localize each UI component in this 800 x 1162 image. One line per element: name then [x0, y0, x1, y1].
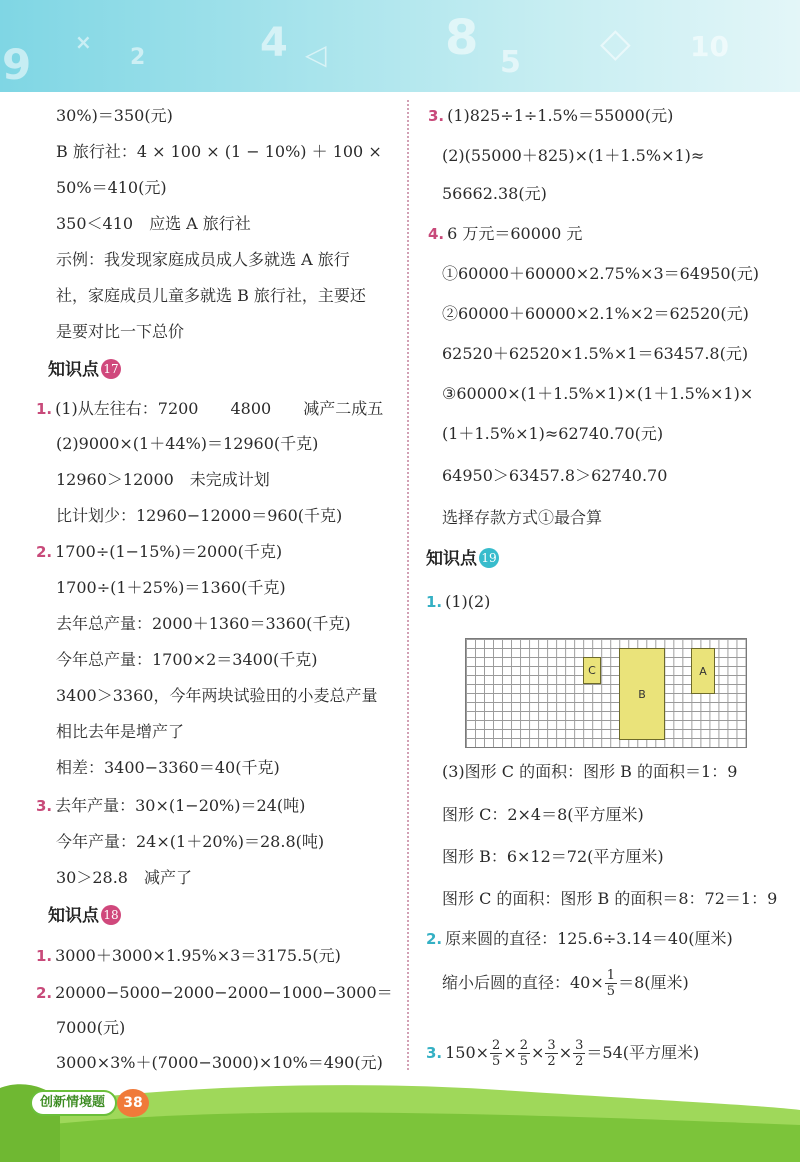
decor-digit: 2 [130, 45, 146, 70]
answer-text: (1)从左往右：7200 4800 减产二成五 [55, 399, 384, 418]
knowledge-point-heading [48, 359, 121, 381]
fraction-numerator: 3 [547, 1038, 556, 1053]
question-line [36, 945, 341, 967]
answer-line: ②60000＋60000×2.1%×2＝62520(元) [442, 304, 749, 323]
fraction-denominator: 5 [492, 1054, 501, 1069]
answer-text: ＝54(平方厘米) [586, 1043, 700, 1062]
question-line [36, 982, 393, 1004]
answer-line: 350＜410 应选 A 旅行社 [56, 214, 251, 233]
header-banner [0, 0, 800, 92]
answer-line: 图形 C：2×4＝8(平方厘米) [442, 805, 644, 824]
answer-text: 原来圆的直径：125.6÷3.14＝40(厘米) [445, 929, 733, 948]
kp-label: 知识点 [426, 549, 477, 569]
question-number: 3. [36, 797, 53, 815]
question-number: 1. [36, 947, 53, 965]
answer-line: 社，家庭成员儿童多就选 B 旅行社，主要还 [56, 286, 366, 305]
answer-line: 是要对比一下总价 [56, 322, 185, 341]
grid-diagram [465, 638, 747, 748]
fraction-denominator: 5 [519, 1054, 529, 1069]
answer-line: (1＋1.5%×1)≈62740.70(元) [442, 424, 664, 443]
fraction [605, 968, 617, 999]
fraction-numerator: 2 [492, 1038, 501, 1053]
kp-badge: 17 [101, 359, 121, 379]
question-line [36, 398, 383, 420]
answer-text: 1700÷(1−15%)＝2000(千克) [55, 542, 283, 561]
answer-text: (1)825÷1÷1.5%＝55000(元) [447, 106, 674, 125]
decor-digit: 4 [260, 20, 288, 66]
answer-text: 去年产量：30×(1−20%)＝24(吨) [55, 796, 306, 815]
answer-text: 6 万元＝60000 元 [447, 224, 583, 243]
answer-line: 12960＞12000 未完成计划 [56, 470, 270, 489]
question-line [428, 223, 582, 245]
answer-line: 相差：3400−3360＝40(千克) [56, 758, 280, 777]
answer-text: 3000＋3000×1.95%×3＝3175.5(元) [55, 946, 341, 965]
fraction-numerator: 2 [519, 1038, 529, 1053]
question-number: 2. [426, 930, 443, 948]
footer-hill-decoration [0, 1080, 800, 1162]
answer-text: 150× [445, 1043, 490, 1062]
question-line [36, 795, 305, 817]
answer-line: 56662.38(元) [442, 184, 547, 203]
answer-line: ③60000×(1＋1.5%×1)×(1＋1.5%×1)× [442, 384, 754, 403]
answer-line: 图形 B：6×12＝72(平方厘米) [442, 847, 664, 866]
decor-symbol: × [75, 30, 92, 54]
question-number: 3. [428, 107, 445, 125]
fraction-numerator: 3 [575, 1038, 584, 1053]
column-divider [407, 100, 409, 1070]
fraction [573, 1038, 585, 1069]
answer-text: ＝8(厘米) [618, 973, 689, 992]
decor-digit: 10 [690, 30, 729, 63]
answer-line: B 旅行社：4 × 100 × (1 − 10%) ＋ 100 × [56, 142, 382, 161]
answer-line: 今年总产量：1700×2＝3400(千克) [56, 650, 318, 669]
kp-badge: 19 [479, 548, 499, 568]
decor-digit: 8 [445, 10, 479, 66]
question-number: 1. [426, 593, 443, 611]
question-number: 1. [36, 400, 53, 418]
question-number: 2. [36, 543, 53, 561]
footer-label: 创新情境题 [30, 1090, 117, 1116]
shape-c: C [583, 657, 601, 684]
question-number: 2. [36, 984, 53, 1002]
kp-label: 知识点 [48, 360, 99, 380]
fraction-denominator: 2 [575, 1054, 584, 1069]
answer-line: (2)(55000＋825)×(1＋1.5%×1)≈ [442, 146, 705, 165]
fraction [490, 1038, 502, 1069]
answer-line: 30＞28.8 减产了 [56, 868, 192, 887]
decor-symbol: ◇ [600, 20, 631, 66]
answer-line: 30%)＝350(元) [56, 106, 173, 125]
answer-line: 62520＋62520×1.5%×1＝63457.8(元) [442, 344, 749, 363]
question-line [426, 591, 490, 613]
decor-symbol: ◁ [305, 38, 327, 71]
shape-a: A [691, 648, 715, 694]
answer-line: ①60000＋60000×2.75%×3＝64950(元) [442, 264, 760, 283]
question-line [36, 541, 282, 563]
kp-badge: 18 [101, 905, 121, 925]
answer-line: 示例：我发现家庭成员成人多就选 A 旅行 [56, 250, 350, 269]
answer-text: (1)(2) [445, 592, 491, 611]
answer-line: 去年总产量：2000＋1360＝3360(千克) [56, 614, 351, 633]
kp-label: 知识点 [48, 906, 99, 926]
answer-line [442, 965, 689, 1001]
knowledge-point-heading [426, 548, 499, 570]
knowledge-point-heading [48, 905, 121, 927]
answer-line: (3)图形 C 的面积：图形 B 的面积＝1：9 [442, 762, 738, 781]
answer-line: 选择存款方式①最合算 [442, 508, 603, 527]
answer-line: 7000(元) [56, 1018, 126, 1037]
decor-digit: 5 [500, 45, 521, 80]
answer-line: 3000×3%＋(7000−3000)×10%＝490(元) [56, 1053, 383, 1072]
answer-line: 相比去年是增产了 [56, 722, 185, 741]
answer-text: 20000−5000−2000−2000−1000−3000＝ [55, 983, 393, 1002]
page-number: 38 [117, 1089, 149, 1117]
question-line [428, 105, 673, 127]
fraction-numerator: 1 [606, 968, 616, 983]
answer-line: 3400＞3360，今年两块试验田的小麦总产量 [56, 686, 378, 705]
question-line [426, 928, 733, 950]
answer-line: 64950＞63457.8＞62740.70 [442, 466, 668, 485]
question-line: 3. 150× $\frac{2}{5}$ × $\frac{2}{5}$ × $\frac{3}{2}$ × $\frac{3}{2}$ ＝54(平方厘米) [426, 1035, 699, 1071]
answer-line: 50%＝410(元) [56, 178, 167, 197]
question-number: 4. [428, 225, 445, 243]
question-number: 3. [426, 1044, 443, 1062]
fraction-denominator: 2 [547, 1054, 556, 1069]
fraction-denominator: 5 [606, 984, 616, 999]
fraction [545, 1038, 557, 1069]
answer-line: 比计划少：12960−12000＝960(千克) [56, 506, 343, 525]
shape-b: B [619, 648, 665, 740]
answer-line: (2)9000×(1＋44%)＝12960(千克) [56, 434, 319, 453]
answer-line: 1700÷(1＋25%)＝1360(千克) [56, 578, 286, 597]
decor-digit: 9 [2, 40, 32, 89]
fraction [518, 1038, 530, 1069]
answer-line: 今年产量：24×(1＋20%)＝28.8(吨) [56, 832, 325, 851]
answer-text: 缩小后圆的直径：40× [442, 973, 604, 992]
answer-line: 图形 C 的面积：图形 B 的面积＝8：72＝1：9 [442, 889, 778, 908]
